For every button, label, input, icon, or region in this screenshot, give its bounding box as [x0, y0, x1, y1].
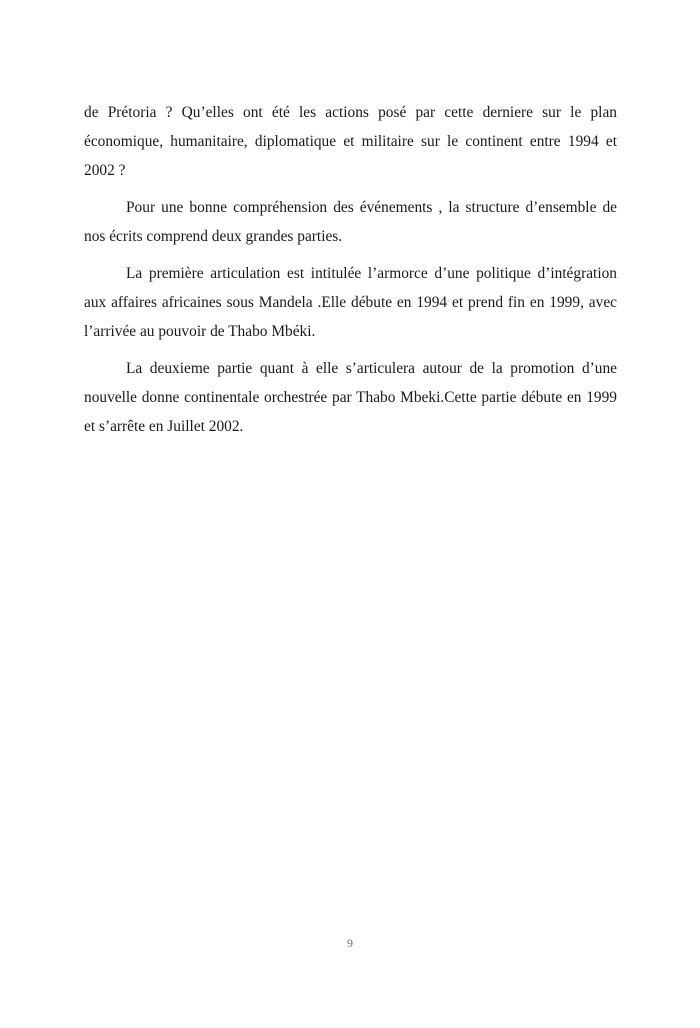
- paragraph-second-part: La deuxieme partie quant à elle s’articulera autour de la promotion d’une nouvelle donne continentale orchestrée par Thabo Mbeki.Cette partie débute en 1999 et s’arrête en Juillet 2002.: [84, 360, 617, 435]
- paragraph-continuation: de Prétoria ? Qu’elles ont été les actions posé par cette derniere sur le plan économique, humanitaire, diplomatique et militaire sur le continent entre 1994 et 2002 ?: [84, 104, 617, 179]
- page-number: 9: [347, 936, 353, 950]
- body-text: [84, 98, 617, 449]
- paragraph-first-part: La première articulation est intitulée l’armorce d’une politique d’intégration aux affaires africaines sous Mandela .Elle débute en 1994 et prend fin en 1999, avec l’arrivée au pouvoir de Thabo Mbéki.: [84, 265, 617, 340]
- paragraph-structure: Pour une bonne compréhension des événements , la structure d’ensemble de nos écrits comprend deux grandes parties.: [84, 199, 617, 245]
